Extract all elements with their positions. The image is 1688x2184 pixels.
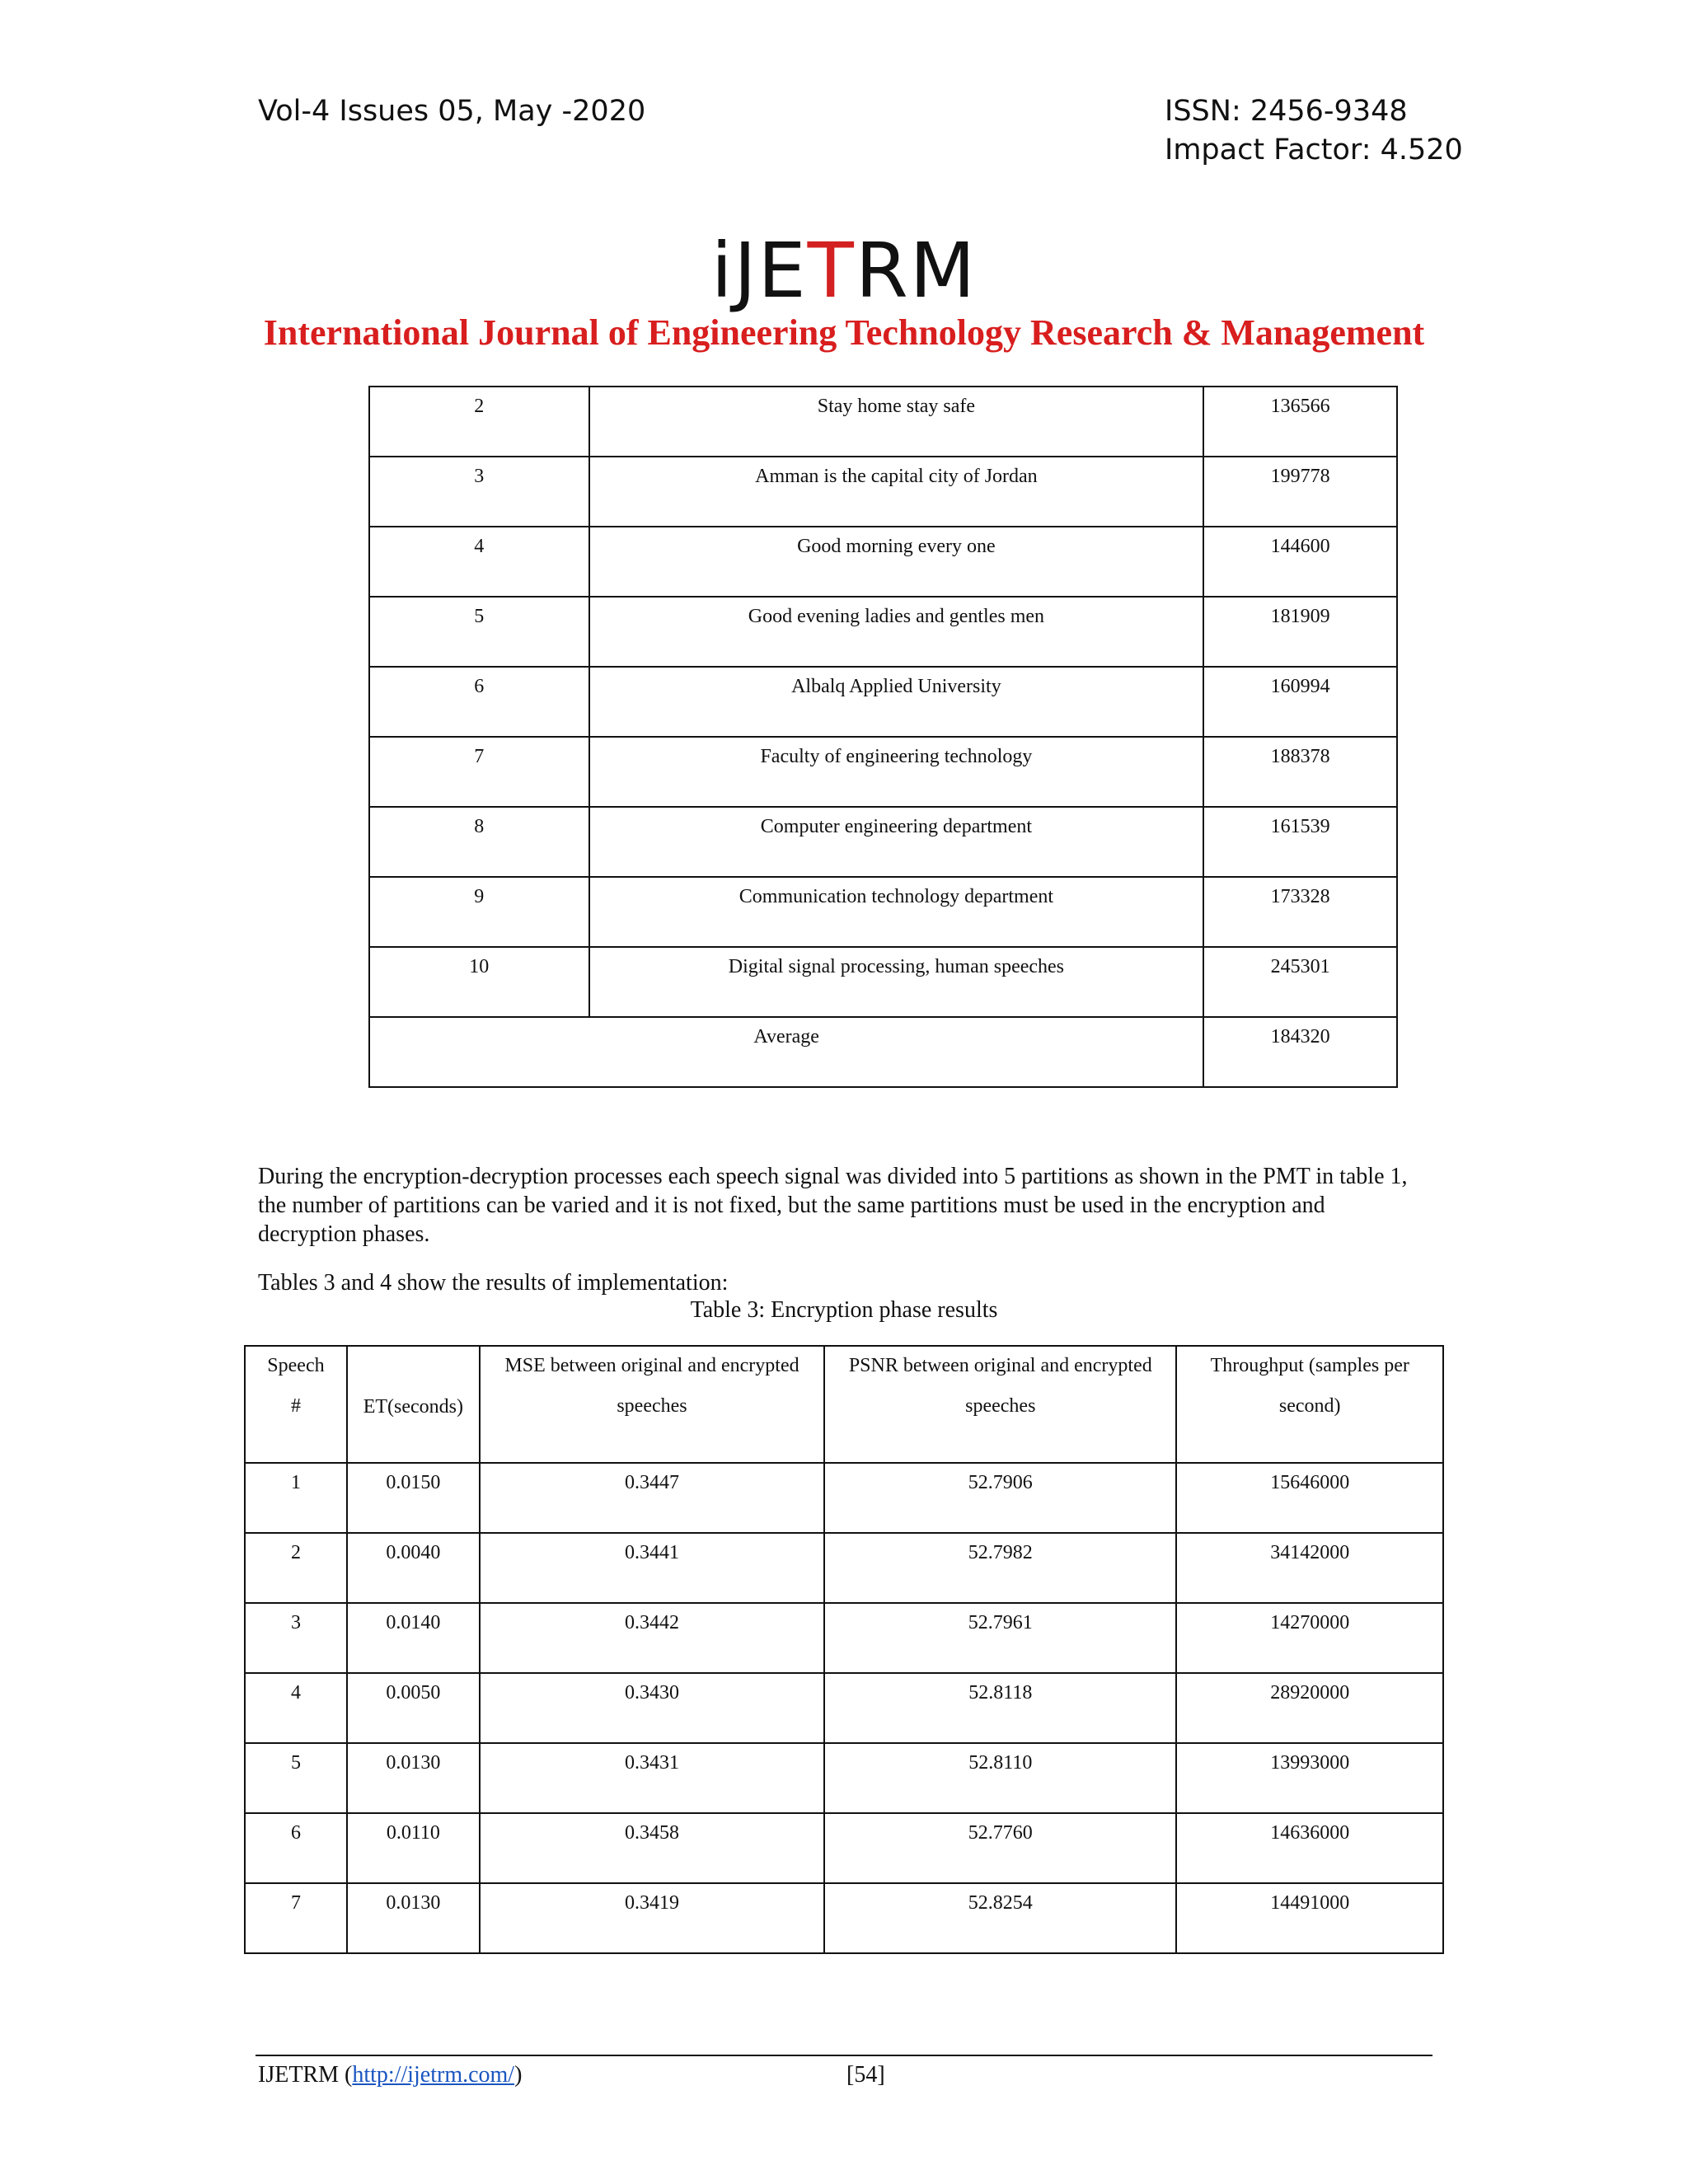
header-speech-line2: # — [290, 1395, 301, 1417]
et-seconds: 0.0040 — [347, 1533, 480, 1603]
header-throughput-line1: Throughput (samples per — [1210, 1355, 1409, 1376]
journal-link[interactable]: http://ijetrm.com/ — [352, 2062, 515, 2088]
header-speech-line1: Speech — [267, 1355, 325, 1376]
mse-value: 0.3458 — [480, 1813, 824, 1883]
throughput-value: 28920000 — [1176, 1673, 1443, 1743]
row-number: 9 — [369, 877, 589, 947]
table-row — [245, 1673, 1443, 1743]
speech-number: 1 — [245, 1463, 347, 1533]
row-samples: 188378 — [1203, 737, 1397, 807]
throughput-value: 14636000 — [1176, 1813, 1443, 1883]
average-label: Average — [369, 1017, 1203, 1087]
header-speech — [245, 1346, 347, 1463]
row-number: 6 — [369, 667, 589, 737]
table-row — [245, 1603, 1443, 1673]
table-row — [369, 807, 1397, 877]
table-row — [369, 457, 1397, 527]
volume-issue: Vol-4 Issues 05, May -2020 — [258, 95, 646, 128]
logo-part1: iJE — [710, 227, 808, 315]
table-row — [369, 597, 1397, 667]
table3-caption: Table 3: Encryption phase results — [690, 1297, 998, 1323]
row-phrase: Computer engineering department — [589, 807, 1204, 877]
psnr-value: 52.8110 — [824, 1743, 1176, 1813]
row-number: 2 — [369, 387, 589, 457]
speech-number: 5 — [245, 1743, 347, 1813]
row-number: 4 — [369, 527, 589, 597]
impact-factor: Impact Factor: 4.520 — [1165, 134, 1463, 166]
row-samples: 161539 — [1203, 807, 1397, 877]
speech-number: 6 — [245, 1813, 347, 1883]
table-row — [369, 737, 1397, 807]
average-row — [369, 1017, 1397, 1087]
throughput-value: 14491000 — [1176, 1883, 1443, 1953]
et-seconds: 0.0110 — [347, 1813, 480, 1883]
journal-title: International Journal of Engineering Technology Research & Management — [263, 312, 1425, 353]
header-et-line2: ET(seconds) — [363, 1396, 464, 1418]
table-row — [245, 1743, 1443, 1813]
header-et — [347, 1346, 480, 1463]
psnr-value: 52.8254 — [824, 1883, 1176, 1953]
header-mse-line2: speeches — [617, 1395, 687, 1417]
mse-value: 0.3441 — [480, 1533, 824, 1603]
header-mse — [480, 1346, 824, 1463]
row-samples: 160994 — [1203, 667, 1397, 737]
speech-phrases-table — [368, 386, 1398, 1088]
throughput-value: 14270000 — [1176, 1603, 1443, 1673]
issn: ISSN: 2456-9348 — [1165, 95, 1408, 128]
speech-number: 7 — [245, 1883, 347, 1953]
et-seconds: 0.0130 — [347, 1883, 480, 1953]
psnr-value: 52.7982 — [824, 1533, 1176, 1603]
table-row — [369, 877, 1397, 947]
table-row — [369, 947, 1397, 1017]
header-psnr — [824, 1346, 1176, 1463]
footer-suffix: ) — [514, 2062, 523, 2088]
row-number: 5 — [369, 597, 589, 667]
row-phrase: Stay home stay safe — [589, 387, 1204, 457]
mse-value: 0.3430 — [480, 1673, 824, 1743]
row-samples: 136566 — [1203, 387, 1397, 457]
et-seconds: 0.0140 — [347, 1603, 480, 1673]
row-phrase: Communication technology department — [589, 877, 1204, 947]
speech-number: 3 — [245, 1603, 347, 1673]
paragraph-partitions: During the encryption-decryption processes each speech signal was divided into 5 partitions as shown in the PMT in table 1, the number of partitions can be varied and it is not fixed, but the same partitions must be used in the encryption and decryption phases. — [258, 1164, 1408, 1247]
et-seconds: 0.0150 — [347, 1463, 480, 1533]
header-throughput-line2: second) — [1278, 1395, 1341, 1417]
average-value: 184320 — [1203, 1017, 1397, 1087]
row-phrase: Good evening ladies and gentles men — [589, 597, 1204, 667]
footer-divider — [256, 2055, 1432, 2056]
footer-citation — [258, 2062, 522, 2088]
row-phrase: Faculty of engineering technology — [589, 737, 1204, 807]
header-et-line1 — [353, 1355, 474, 1378]
header-psnr-line1: PSNR between original and encrypted — [848, 1355, 1152, 1376]
header-throughput — [1176, 1346, 1443, 1463]
footer-prefix: IJETRM ( — [258, 2062, 353, 2088]
table-row — [245, 1533, 1443, 1603]
table-row — [245, 1813, 1443, 1883]
table-row — [369, 527, 1397, 597]
logo-part3: RM — [855, 227, 978, 315]
table-row — [369, 667, 1397, 737]
row-number: 8 — [369, 807, 589, 877]
page-number: [54] — [846, 2062, 885, 2088]
psnr-value: 52.7906 — [824, 1463, 1176, 1533]
table-row — [245, 1883, 1443, 1953]
row-phrase: Amman is the capital city of Jordan — [589, 457, 1204, 527]
psnr-value: 52.7961 — [824, 1603, 1176, 1673]
logo-part2: T — [807, 227, 856, 315]
speech-number: 2 — [245, 1533, 347, 1603]
paragraph-tables-intro: Tables 3 and 4 show the results of implementation: — [258, 1270, 729, 1296]
mse-value: 0.3419 — [480, 1883, 824, 1953]
et-seconds: 0.0130 — [347, 1743, 480, 1813]
row-samples: 181909 — [1203, 597, 1397, 667]
row-phrase: Albalq Applied University — [589, 667, 1204, 737]
et-seconds: 0.0050 — [347, 1673, 480, 1743]
row-samples: 173328 — [1203, 877, 1397, 947]
psnr-value: 52.7760 — [824, 1813, 1176, 1883]
table-header-row — [245, 1346, 1443, 1463]
table-row — [369, 387, 1397, 457]
row-phrase: Good morning every one — [589, 527, 1204, 597]
throughput-value: 13993000 — [1176, 1743, 1443, 1813]
row-samples: 245301 — [1203, 947, 1397, 1017]
encryption-results-table — [244, 1345, 1444, 1954]
speech-number: 4 — [245, 1673, 347, 1743]
psnr-value: 52.8118 — [824, 1673, 1176, 1743]
row-number: 7 — [369, 737, 589, 807]
header-psnr-line2: speeches — [965, 1395, 1036, 1417]
row-number: 10 — [369, 947, 589, 1017]
mse-value: 0.3431 — [480, 1743, 824, 1813]
throughput-value: 34142000 — [1176, 1533, 1443, 1603]
row-phrase: Digital signal processing, human speeches — [589, 947, 1204, 1017]
mse-value: 0.3447 — [480, 1463, 824, 1533]
journal-logo — [0, 227, 1688, 315]
header-mse-line1: MSE between original and encrypted — [504, 1355, 799, 1376]
row-samples: 199778 — [1203, 457, 1397, 527]
row-samples: 144600 — [1203, 527, 1397, 597]
row-number: 3 — [369, 457, 589, 527]
mse-value: 0.3442 — [480, 1603, 824, 1673]
table-row — [245, 1463, 1443, 1533]
throughput-value: 15646000 — [1176, 1463, 1443, 1533]
